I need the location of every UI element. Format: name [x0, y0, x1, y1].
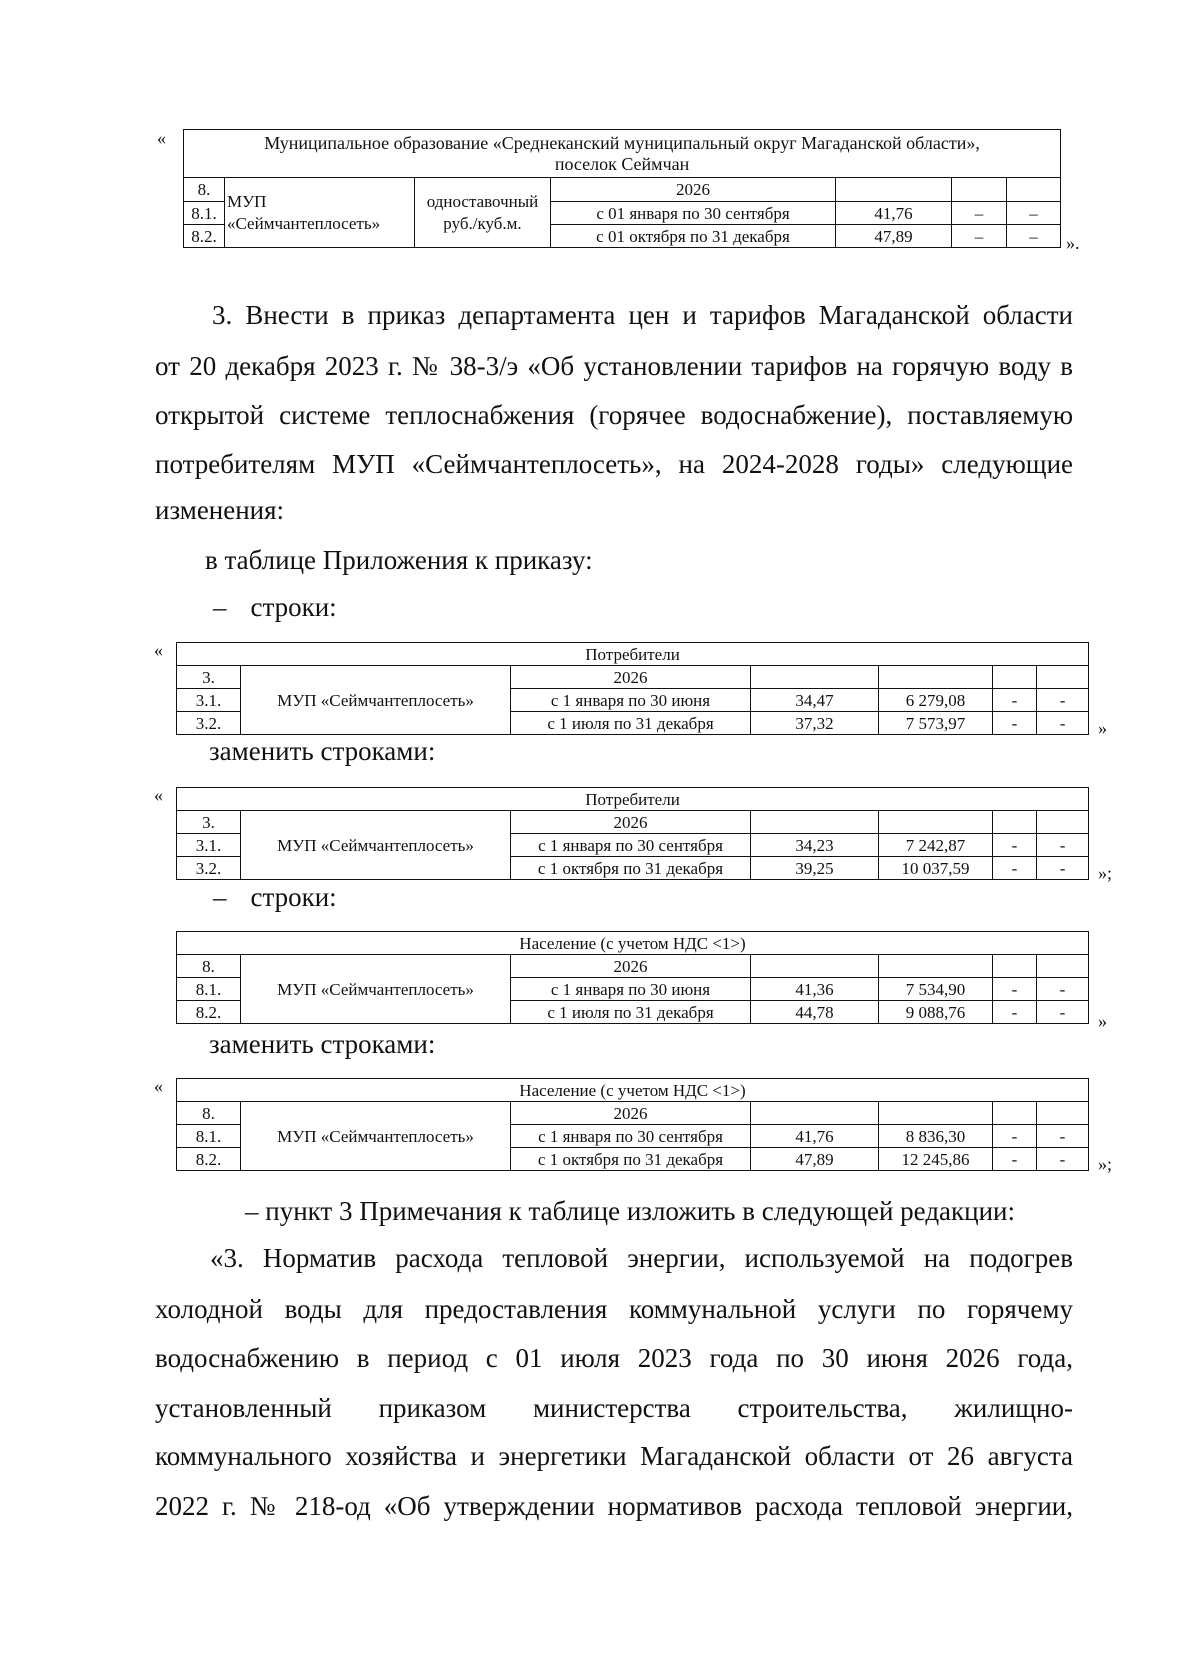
- empty-cell: [879, 811, 993, 834]
- row-number: 3.1.: [177, 689, 241, 712]
- empty-cell: [751, 955, 879, 978]
- total-cell: 10 037,59: [879, 857, 993, 880]
- org-cell: МУП «Сеймчантеплосеть»: [241, 1102, 511, 1171]
- para3-line2: от 20 декабря 2023 г. № 38-3/э «Об установлении тарифов на горячую воду в: [155, 351, 1073, 381]
- empty-cell: [751, 666, 879, 689]
- para3-line3: открытой системе теплоснабжения (горячее водоснабжение), поставляемую: [155, 400, 1073, 430]
- dash-cell: -: [1037, 1125, 1089, 1148]
- year-cell: 2026: [551, 178, 836, 202]
- row-number: 8.: [177, 1102, 241, 1125]
- close-quote: »: [1098, 718, 1107, 738]
- year-cell: 2026: [511, 666, 751, 689]
- table-header-line1: Муниципальное образование «Среднеканский муниципальный округ Магаданской области»,: [264, 132, 980, 153]
- dash-cell: -: [1037, 978, 1089, 1001]
- close-quote: ».: [1066, 233, 1080, 253]
- dash-cell: -: [993, 978, 1037, 1001]
- row-number: 8.1.: [177, 1125, 241, 1148]
- total-cell: 7 573,97: [879, 712, 993, 735]
- dash-mark: –: [213, 592, 227, 622]
- period-cell: с 1 января по 30 июня: [511, 689, 751, 712]
- replace-label-2: заменить строками:: [209, 1029, 436, 1059]
- empty-cell: [1037, 1102, 1089, 1125]
- rows-label-2: [213, 884, 337, 911]
- rows-label-text: строки:: [250, 592, 337, 622]
- org-line1: МУП: [227, 192, 267, 212]
- note-line2: холодной воды для предоставления коммунальной услуги по горячему: [155, 1294, 1073, 1324]
- dash-cell: -: [1037, 857, 1089, 880]
- dash-cell: -: [1037, 1001, 1089, 1024]
- empty-cell: [1037, 811, 1089, 834]
- table-header: Население (с учетом НДС <1>): [177, 1079, 1089, 1102]
- value-cell: 41,36: [751, 978, 879, 1001]
- empty-cell: [1007, 178, 1061, 202]
- note-line4: установленный приказом министерства строительства, жилищно-: [155, 1393, 1073, 1423]
- para3-line1: 3. Внести в приказ департамента цен и тарифов Магаданской области: [212, 300, 1073, 330]
- dash-mark: –: [213, 882, 227, 912]
- para3-line4: потребителям МУП «Сеймчантеплосеть», на 2024-2028 годы» следующие: [155, 449, 1073, 479]
- tariff-type-cell: [415, 178, 551, 248]
- value-cell: 41,76: [751, 1125, 879, 1148]
- dash-cell: -: [993, 1001, 1037, 1024]
- open-quote: «: [154, 785, 163, 805]
- empty-cell: [879, 666, 993, 689]
- period-cell: с 1 октября по 31 декабря: [511, 1148, 751, 1171]
- row-number: 3.1.: [177, 834, 241, 857]
- note-intro: – пункт 3 Примечания к таблице изложить в следующей редакции:: [245, 1196, 1016, 1226]
- total-cell: 12 245,86: [879, 1148, 993, 1171]
- row-number: 3.2.: [177, 712, 241, 735]
- empty-cell: [836, 178, 952, 202]
- org-line2: «Сеймчантеплосеть»: [227, 213, 381, 233]
- period-cell: с 1 июля по 31 декабря: [511, 712, 751, 735]
- empty-cell: [993, 955, 1037, 978]
- consumers-table-new: [176, 787, 1089, 880]
- note-line3: водоснабжению в период с 01 июля 2023 года по 30 июня 2026 года,: [155, 1343, 1073, 1373]
- value-cell: 47,89: [751, 1148, 879, 1171]
- period-cell: с 1 января по 30 сентября: [511, 834, 751, 857]
- dash-cell: -: [1037, 712, 1089, 735]
- dash-cell: -: [993, 1125, 1037, 1148]
- period-cell: с 1 января по 30 сентября: [511, 1125, 751, 1148]
- total-cell: 8 836,30: [879, 1125, 993, 1148]
- dash-cell: –: [952, 202, 1007, 225]
- para3-line6: в таблице Приложения к приказу:: [205, 545, 593, 575]
- note-line1: «3. Норматив расхода тепловой энергии, используемой на подогрев: [210, 1243, 1073, 1273]
- value-cell: 47,89: [836, 225, 952, 248]
- rows-label-1: [213, 594, 337, 621]
- table-header: Потребители: [177, 788, 1089, 811]
- value-cell: 34,47: [751, 689, 879, 712]
- table-header-line2: поселок Сеймчан: [554, 153, 690, 174]
- dash-cell: -: [993, 689, 1037, 712]
- row-number: 8.1.: [184, 202, 225, 225]
- open-quote: «: [154, 640, 163, 660]
- value-cell: 37,32: [751, 712, 879, 735]
- total-cell: 7 534,90: [879, 978, 993, 1001]
- dash-cell: -: [993, 712, 1037, 735]
- empty-cell: [1037, 666, 1089, 689]
- empty-cell: [993, 811, 1037, 834]
- row-number: 3.: [177, 811, 241, 834]
- dash-cell: -: [1037, 1148, 1089, 1171]
- row-number: 8.2.: [177, 1001, 241, 1024]
- dash-cell: -: [993, 834, 1037, 857]
- org-cell: МУП «Сеймчантеплосеть»: [241, 666, 511, 735]
- empty-cell: [993, 666, 1037, 689]
- period-cell: с 1 октября по 31 декабря: [511, 857, 751, 880]
- total-cell: 7 242,87: [879, 834, 993, 857]
- table-header: [184, 130, 1061, 178]
- table-header: Потребители: [177, 643, 1089, 666]
- close-quote: »;: [1098, 863, 1113, 883]
- empty-cell: [751, 811, 879, 834]
- note-line5: коммунального хозяйства и энергетики Магаданской области от 26 августа: [155, 1441, 1073, 1471]
- tariff-table-seymchan: [183, 129, 1061, 248]
- value-cell: 39,25: [751, 857, 879, 880]
- empty-cell: [879, 955, 993, 978]
- row-number: 8.: [184, 178, 225, 202]
- consumers-table-old: [176, 642, 1089, 735]
- dash-cell: -: [993, 1148, 1037, 1171]
- period-cell: с 01 октября по 31 декабря: [551, 225, 836, 248]
- org-cell: МУП «Сеймчантеплосеть»: [241, 955, 511, 1024]
- year-cell: 2026: [511, 955, 751, 978]
- row-number: 8.: [177, 955, 241, 978]
- table-header: Население (с учетом НДС <1>): [177, 932, 1089, 955]
- empty-cell: [1037, 955, 1089, 978]
- note-line6: 2022 г. № 218-од «Об утверждении нормативов расхода тепловой энергии,: [155, 1491, 1073, 1521]
- total-cell: 9 088,76: [879, 1001, 993, 1024]
- dash-cell: –: [1007, 202, 1061, 225]
- period-cell: с 01 января по 30 сентября: [551, 202, 836, 225]
- dash-cell: –: [952, 225, 1007, 248]
- empty-cell: [993, 1102, 1037, 1125]
- org-cell: МУП «Сеймчантеплосеть»: [241, 811, 511, 880]
- dash-cell: -: [993, 857, 1037, 880]
- close-quote: »;: [1098, 1154, 1113, 1174]
- dash-cell: -: [1037, 834, 1089, 857]
- population-table-new: [176, 1078, 1089, 1171]
- open-quote: «: [154, 1076, 163, 1096]
- dash-cell: –: [1007, 225, 1061, 248]
- close-quote: »: [1098, 1011, 1107, 1031]
- value-cell: 44,78: [751, 1001, 879, 1024]
- replace-label-1: заменить строками:: [209, 736, 436, 766]
- row-number: 8.2.: [177, 1148, 241, 1171]
- row-number: 3.2.: [177, 857, 241, 880]
- dash-cell: -: [1037, 689, 1089, 712]
- period-cell: с 1 июля по 31 декабря: [511, 1001, 751, 1024]
- row-number: 8.2.: [184, 225, 225, 248]
- open-quote: «: [157, 128, 166, 148]
- empty-cell: [751, 1102, 879, 1125]
- year-cell: 2026: [511, 1102, 751, 1125]
- row-number: 8.1.: [177, 978, 241, 1001]
- para3-line5: изменения:: [155, 495, 285, 525]
- empty-cell: [879, 1102, 993, 1125]
- year-cell: 2026: [511, 811, 751, 834]
- tariff-unit: руб./куб.м.: [443, 213, 522, 233]
- tariff-type: одноставочный: [426, 192, 539, 212]
- rows-label-text: строки:: [250, 882, 337, 912]
- empty-cell: [952, 178, 1007, 202]
- value-cell: 34,23: [751, 834, 879, 857]
- row-number: 3.: [177, 666, 241, 689]
- population-table-old: [176, 931, 1089, 1024]
- period-cell: с 1 января по 30 июня: [511, 978, 751, 1001]
- org-cell: [225, 178, 415, 248]
- value-cell: 41,76: [836, 202, 952, 225]
- total-cell: 6 279,08: [879, 689, 993, 712]
